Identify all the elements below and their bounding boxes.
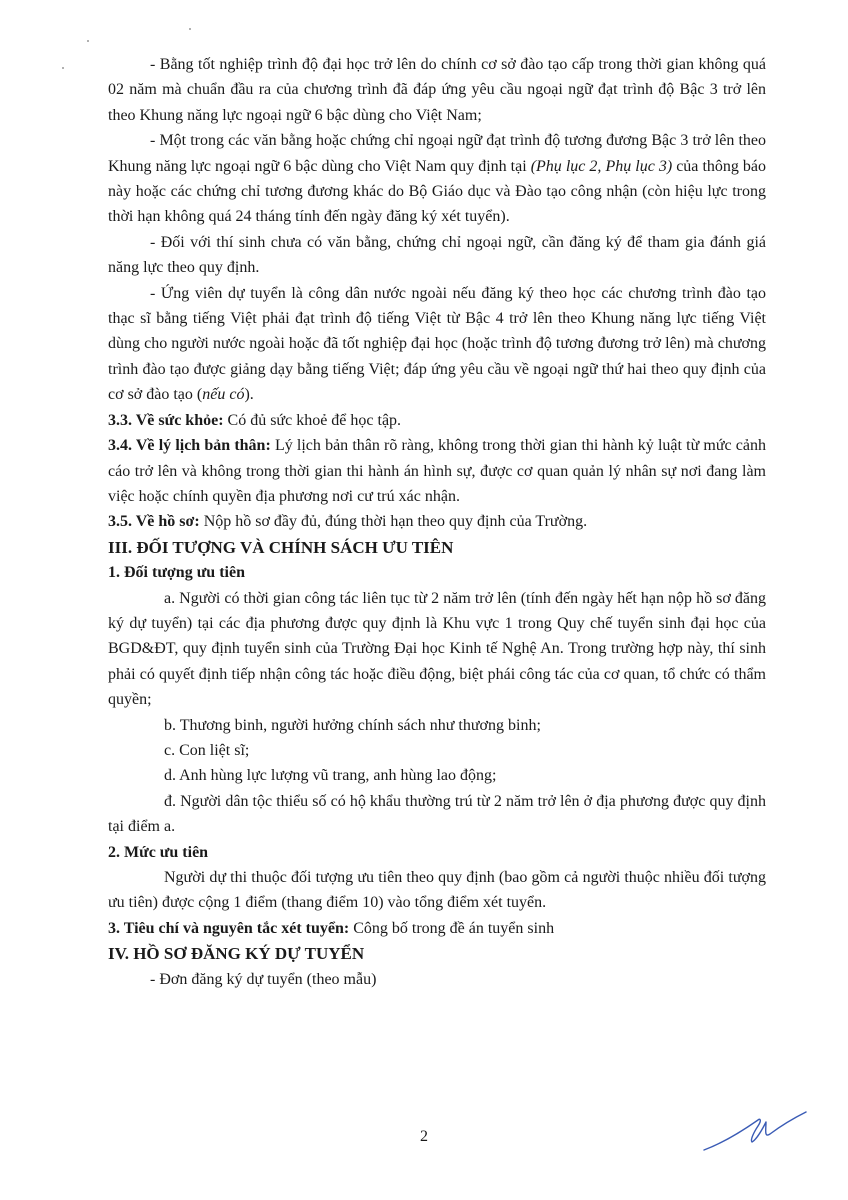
text-segment: 1. Đối tượng ưu tiên (108, 564, 245, 582)
signature-icon (700, 1108, 810, 1158)
paragraph-p6 (108, 433, 766, 509)
text-segment: Người dự thi thuộc đối tượng ưu tiên theo quy định (bao gồm cả người thuộc nhiều đối tượng ưu tiên) được cộng 1 điểm (thang điểm 10) vào tổng điểm xét tuyển. (108, 869, 766, 912)
text-segment: Nộp hồ sơ đầy đủ, đúng thời hạn theo quy định của Trường. (199, 513, 588, 531)
text-segment: c. Con liệt sĩ; (164, 741, 250, 759)
text-segment: ). (244, 386, 254, 404)
paragraph-p13 (108, 763, 766, 788)
paragraph-p12 (108, 738, 766, 763)
paragraph-p11 (108, 713, 766, 738)
text-segment: (Phụ lục 2, Phụ lục 3) (530, 157, 673, 175)
paragraph-p17 (108, 916, 766, 941)
paragraph-p3 (108, 230, 766, 281)
paragraph-p8 (108, 535, 766, 560)
text-segment: đ. Người dân tộc thiểu số có hộ khẩu thường trú từ 2 năm trở lên ở địa phương được quy định tại điểm a. (108, 792, 766, 836)
paragraph-p18 (108, 941, 766, 966)
text-segment: nếu có (202, 386, 245, 404)
text-segment: 3.3. Về sức khỏe: (108, 411, 224, 429)
text-segment: Lý lịch bản thân rõ ràng, không trong thời gian thi hành kỷ luật từ mức cảnh cáo trở lên và không trong thời gian thi hành án hình sự, được cơ quan quản lý nhân sự nơi đang làm việc hoặc chính quyền địa phương nơi cư trú xác nhận. (108, 437, 767, 505)
paragraph-p1 (108, 52, 766, 128)
text-segment: - Đơn đăng ký dự tuyển (theo mẫu) (150, 970, 377, 988)
text-segment: của thông báo này hoặc các chứng chỉ tương đương khác do Bộ Giáo dục và Đào tạo công nhận (còn hiệu lực trong thời hạn không quá 24 tháng tính đến ngày đăng ký xét tuyển). (108, 157, 767, 226)
paragraph-p10 (108, 586, 766, 713)
text-segment: III. ĐỐI TƯỢNG VÀ CHÍNH SÁCH ƯU TIÊN (108, 537, 454, 557)
text-segment: a. Người có thời gian công tác liên tục từ 2 năm trở lên (tính đến ngày hết hạn nộp hồ sơ đăng ký dự tuyển) tại các địa phương được quy định là Khu vực 1 trong Quy chế tuyển sinh đại học của BGD&ĐT, quy định tuyển sinh của Trường Đại học Kinh tế Nghệ An. Trong trường hợp này, thí sinh phải có quyết định tiếp nhận công tác hoặc điều động, biệt phái công tác của cơ quan, tổ chức có thẩm quyền; (108, 589, 766, 709)
paragraph-p2 (108, 128, 766, 230)
paragraph-p9 (108, 560, 766, 585)
page-number: 2 (420, 1128, 428, 1145)
paragraph-p16 (108, 865, 766, 916)
text-segment: 3.4. Về lý lịch bản thân: (108, 437, 271, 455)
scan-speck (189, 28, 191, 30)
paragraph-p7 (108, 509, 766, 534)
scan-speck (87, 40, 89, 42)
text-segment: d. Anh hùng lực lượng vũ trang, anh hùng lao động; (164, 767, 497, 785)
text-segment: 3. Tiêu chí và nguyên tắc xét tuyển: (108, 919, 350, 937)
text-segment: Có đủ sức khoẻ để học tập. (223, 411, 402, 429)
text-segment: - Ứng viên dự tuyển là công dân nước ngoài nếu đăng ký theo học các chương trình đào tạo thạc sĩ bằng tiếng Việt phải đạt trình độ tiếng Việt từ Bậc 4 trở lên theo Khung năng lực tiếng Việt dùng cho người nước ngoài hoặc đã tốt nghiệp đại học (hoặc trình độ tương đương trở lên) mà chương trình đào tạo được giảng dạy bằng tiếng Việt; đáp ứng yêu cầu về ngoại ngữ thứ hai theo quy định của cơ sở đào tạo ( (108, 284, 766, 404)
text-segment: 2. Mức ưu tiên (108, 843, 209, 861)
text-segment: Công bố trong đề án tuyển sinh (349, 919, 555, 937)
text-segment: - Một trong các văn bằng hoặc chứng chỉ ngoại ngữ đạt trình độ tương đương Bậc 3 trở lên theo Khung năng lực ngoại ngữ 6 bậc dùng cho Việt Nam quy định tại (108, 132, 766, 175)
text-segment: - Bằng tốt nghiệp trình độ đại học trở lên do chính cơ sở đào tạo cấp trong thời gian không quá 02 năm mà chuẩn đầu ra của chương trình đã đáp ứng yêu cầu ngoại ngữ đạt trình độ Bậc 3 trở lên theo Khung năng lực ngoại ngữ 6 bậc dùng cho Việt Nam; (108, 56, 766, 124)
text-segment: 3.5. Về hồ sơ: (108, 513, 200, 531)
text-segment: b. Thương binh, người hưởng chính sách như thương binh; (164, 716, 541, 734)
document-body (108, 52, 766, 992)
paragraph-p5 (108, 408, 766, 433)
paragraph-p4 (108, 281, 766, 408)
paragraph-p19 (108, 967, 766, 992)
scan-speck (62, 67, 64, 69)
text-segment: IV. HỒ SƠ ĐĂNG KÝ DỰ TUYỂN (108, 944, 365, 964)
paragraph-p14 (108, 789, 766, 840)
text-segment: - Đối với thí sinh chưa có văn bằng, chứng chỉ ngoại ngữ, cần đăng ký để tham gia đánh giá năng lực theo quy định. (108, 233, 766, 277)
paragraph-p15 (108, 840, 766, 865)
